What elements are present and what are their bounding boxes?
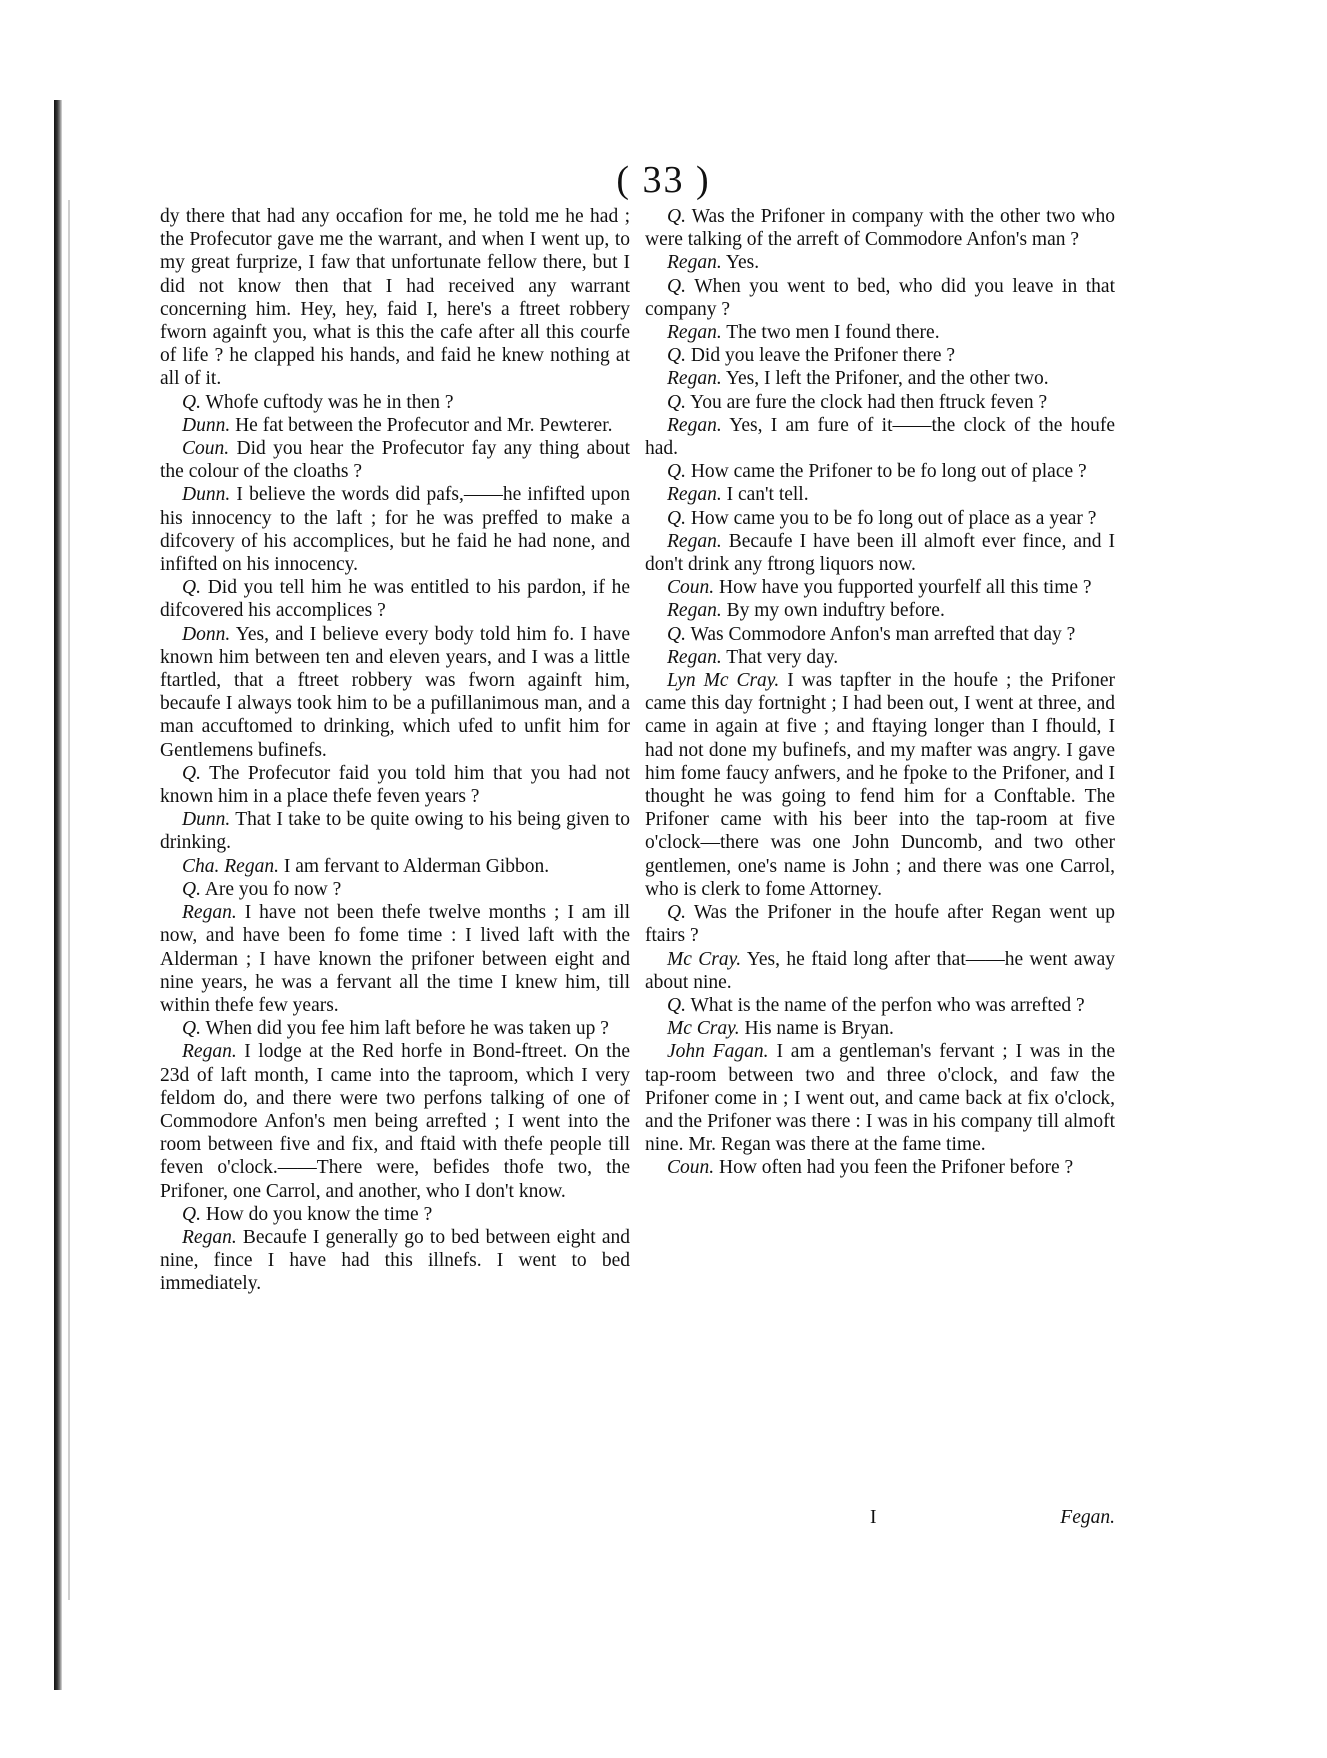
binding-line (68, 200, 70, 1600)
paragraph-text: Yes, I left the Prifoner, and the other two. (725, 368, 1049, 390)
catchword: Fegan. (1060, 1507, 1115, 1528)
paragraph-text: Yes. (725, 252, 760, 274)
paragraph (160, 1017, 630, 1040)
speaker-label: Donn. (182, 623, 231, 645)
paragraph (645, 321, 1115, 344)
speaker-label: Coun. (182, 438, 230, 460)
paragraph-text: You are fure the clock had then ftruck feven ? (690, 391, 1048, 413)
speaker-label: Q. (667, 345, 686, 367)
paragraph (645, 344, 1115, 367)
paragraph (645, 646, 1115, 669)
paragraph-text: What is the name of the perfon who was arrefted ? (690, 994, 1085, 1016)
paragraph-text: He fat between the Profecutor and Mr. Pewterer. (235, 414, 613, 436)
speaker-label: Q. (182, 1203, 201, 1225)
speaker-label: Q. (182, 1018, 201, 1040)
speaker-label: Regan. (667, 484, 722, 506)
paragraph (645, 507, 1115, 530)
paragraph-text: Whofe cuftody was he in then ? (205, 391, 454, 413)
paragraph-text: By my own induftry before. (726, 600, 945, 622)
binding-shadow (54, 100, 62, 1690)
speaker-label: Q. (667, 623, 686, 645)
paragraph (160, 855, 630, 878)
speaker-label: Q. (182, 577, 201, 599)
paragraph-text: I am a gentleman's fervant ; I was in the tap-room between two and three o'clock, and faw the Prifoner come in ; I went out, and came back at fix o'clock, and the Prifoner was there : I was in his company till almoft nine. Mr. Regan was there at the fame time. (645, 1041, 1115, 1156)
paragraph-text: I have not been thefe twelve months ; I am ill now, and have been fo fome time : I lived laft with the Alderman ; I have known the prifoner between eight and nine years, he was a fervant all the time I knew him, till within thefe few years. (160, 902, 630, 1016)
paragraph (160, 205, 630, 391)
paragraph-text: Becaufe I generally go to bed between eight and nine, fince I have had this illnefs. I went to bed immediately. (160, 1226, 631, 1295)
paragraph-text: I lodge at the Red horfe in Bond-ftreet. On the 23d of laft month, I came into the taproom, which I very feldom do, and there were two perfons talking of one of Commodore Anfon's men being arrefted ; I went into the room between five and fix, and ftaid with thefe people till feven o'clock.——There were, befides thofe two, the Prifoner, one Carrol, and another, who I don't know. (160, 1041, 630, 1202)
speaker-label: Q. (667, 994, 686, 1016)
left-column (160, 205, 630, 1296)
paragraph (645, 576, 1115, 599)
paragraph (160, 762, 630, 808)
paragraph (645, 1156, 1115, 1179)
paragraph (645, 460, 1115, 483)
paragraph (645, 901, 1115, 947)
paragraph (160, 1040, 630, 1202)
speaker-label: Regan. (667, 600, 722, 622)
paragraph-text: Are you fo now ? (204, 878, 342, 900)
paragraph-text: Yes, he ftaid long after that——he went away about nine. (645, 948, 1115, 993)
paragraph-text: Did you tell him he was entitled to his pardon, if he difcovered his accomplices ? (160, 577, 630, 622)
paragraph (160, 483, 630, 576)
paragraph-text: I am fervant to Alderman Gibbon. (283, 855, 550, 877)
paragraph-text: The Profecutor faid you told him that you had not known him in a place thefe feven years ? (160, 762, 631, 808)
paragraph (160, 1203, 630, 1226)
speaker-label: Coun. (667, 577, 715, 599)
speaker-label: Mc Cray. (667, 1018, 740, 1040)
paragraph-text: Was the Prifoner in company with the other two who were talking of the arreft of Commodore Anfon's man ? (645, 206, 1115, 251)
paragraph (645, 530, 1115, 576)
paragraph-text: How came you to be fo long out of place as a year ? (690, 507, 1097, 529)
speaker-label: Regan. (182, 902, 237, 924)
paragraph (160, 808, 630, 854)
paragraph (160, 878, 630, 901)
speaker-label: Regan. (667, 414, 722, 436)
paragraph-text: I was tapfter in the houfe ; the Prifoner came this day fortnight ; I had been out, I went at three, and came in again at five ; and ftaying longer than I fhould, I had not done my bufinefs, and my mafter was angry. I gave him fome faucy anfwers, and he fpoke to the Prifoner, and I thought he was going to fend him for a Conftable. The Prifoner came with his beer into the tap-room at five o'clock—there was one John Duncomb, and two other gentlemen, one's name is John ; and there was one Carrol, who is clerk to fome Attorney. (645, 670, 1116, 900)
speaker-label: Dunn. (182, 809, 231, 831)
speaker-label: Regan. (667, 368, 722, 390)
speaker-label: Q. (182, 762, 201, 784)
speaker-label: Regan. (667, 646, 722, 668)
speaker-label: Dunn. (182, 414, 231, 436)
paragraph (160, 414, 630, 437)
speaker-label: Q. (667, 275, 686, 297)
speaker-label: Q. (182, 391, 201, 413)
speaker-label: Q. (667, 902, 686, 924)
paragraph (160, 1226, 630, 1296)
paragraph-text: That very day. (726, 646, 839, 668)
paragraph-text: When you went to bed, who did you leave in that company ? (645, 275, 1115, 320)
speaker-label: Regan. (667, 322, 722, 344)
paragraph (645, 367, 1115, 390)
paragraph-text: Did you hear the Profecutor fay any thing about the colour of the cloaths ? (160, 438, 630, 483)
speaker-label: Regan. (667, 252, 722, 274)
paragraph-text: How often had you feen the Prifoner before ? (719, 1157, 1074, 1179)
paragraph-text: That I take to be quite owing to his being given to drinking. (160, 809, 630, 854)
paragraph (645, 205, 1115, 251)
speaker-label: Q. (667, 507, 686, 529)
speaker-label: Regan. (182, 1226, 237, 1248)
paragraph (645, 599, 1115, 622)
paragraph-text: dy there that had any occafion for me, he told me he had ; the Profecutor gave me the warrant, and when I went up, to my great furprize, I faw that unfortunate fellow there, but I did not know then that I had received any warrant concerning him. Hey, hey, faid I, here's a ftreet robbery fworn againft you, what is this the cafe after all this courfe of life ? he clapped his hands, and faid he knew nothing at all of it. (160, 206, 630, 390)
paragraph-text: I can't tell. (726, 484, 809, 506)
paragraph-text: When did you fee him laft before he was taken up ? (205, 1018, 609, 1040)
speaker-label: Lyn Mc Cray. (667, 670, 780, 692)
paragraph-text: His name is Bryan. (744, 1018, 894, 1040)
speaker-label: Q. (667, 391, 686, 413)
speaker-label: Mc Cray. (667, 948, 742, 970)
paragraph-text: Was Commodore Anfon's man arrefted that day ? (690, 623, 1076, 645)
paragraph-text: How came the Prifoner to be fo long out of place ? (690, 461, 1087, 483)
speaker-label: John Fagan. (667, 1041, 769, 1063)
speaker-label: Cha. Regan. (182, 855, 279, 877)
paragraph (160, 623, 630, 762)
paragraph (645, 483, 1115, 506)
paragraph (160, 437, 630, 483)
signature-mark: I (870, 1507, 877, 1528)
speaker-label: Regan. (667, 530, 722, 552)
paragraph-text: Did you leave the Prifoner there ? (690, 345, 956, 367)
paragraph (645, 623, 1115, 646)
right-column (645, 205, 1115, 1180)
paragraph-text: Was the Prifoner in the houfe after Regan went up ftairs ? (645, 902, 1115, 947)
speaker-label: Coun. (667, 1157, 715, 1179)
paragraph-text: Yes, and I believe every body told him fo. I have known him between ten and eleven years, and I was a little ftartled, that a ftreet robbery was fworn againft him, becaufe I always took him to be a pufillanimous man, and a man accuftomed to drinking, which ufed to unfit him for Gentlemens bufinefs. (160, 623, 630, 761)
speaker-label: Dunn. (182, 484, 231, 506)
speaker-label: Q. (182, 878, 201, 900)
paragraph (645, 1040, 1115, 1156)
paragraph (645, 391, 1115, 414)
paragraph (645, 948, 1115, 994)
paragraph-text: The two men I found there. (726, 322, 940, 344)
paragraph-text: I believe the words did pafs,——he infifted upon his innocency to the laft ; for he was preffed to make a difcovery of his accomplices, but he faid he had none, and infifted on his innocency. (160, 484, 630, 576)
paragraph (645, 251, 1115, 274)
paragraph (645, 994, 1115, 1017)
paragraph-text: How have you fupported yourfelf all this time ? (719, 577, 1092, 599)
speaker-label: Regan. (182, 1041, 237, 1063)
paragraph-text: Becaufe I have been ill almoft ever fince, and I don't drink any ftrong liquors now. (645, 530, 1115, 576)
paragraph (160, 391, 630, 414)
speaker-label: Q. (667, 206, 686, 227)
paragraph (645, 414, 1115, 460)
paragraph-text: Yes, I am fure of it——the clock of the houfe had. (645, 414, 1115, 460)
paragraph (645, 669, 1115, 901)
paragraph-text: How do you know the time ? (205, 1203, 433, 1225)
paragraph (160, 901, 630, 1017)
paragraph (645, 1017, 1115, 1040)
paragraph (645, 275, 1115, 321)
speaker-label: Q. (667, 461, 686, 483)
page-number: ( 33 ) (616, 159, 711, 201)
paragraph (160, 576, 630, 622)
